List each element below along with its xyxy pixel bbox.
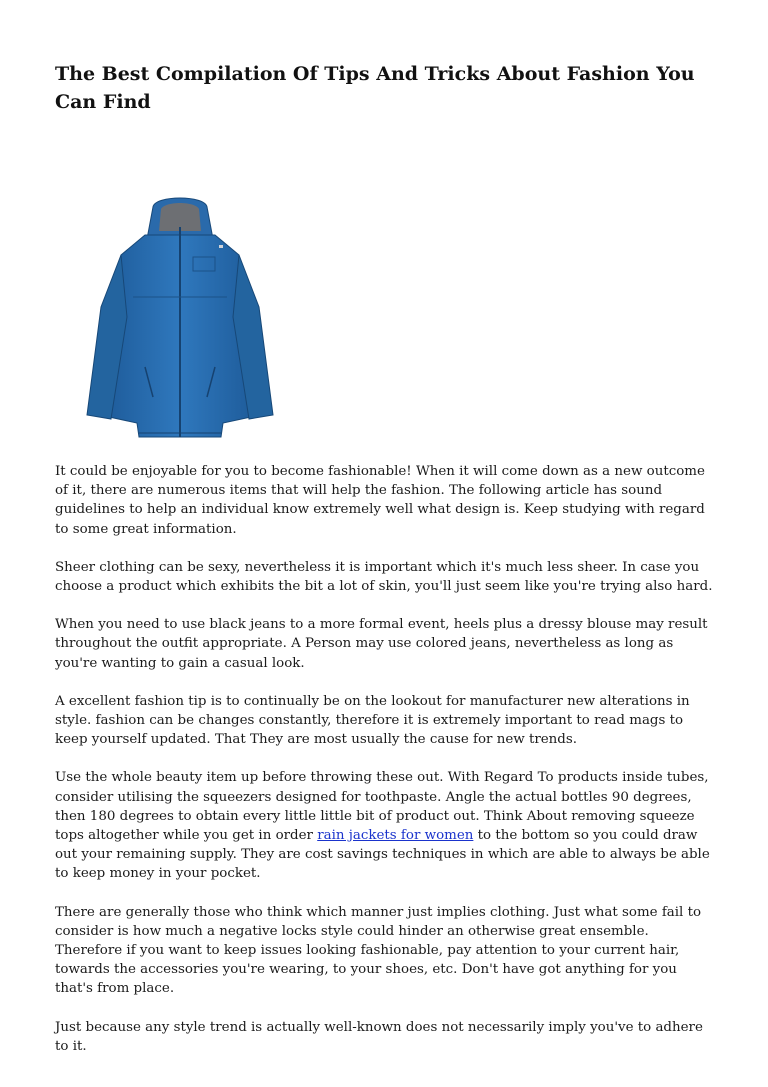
rain-jackets-link[interactable]: rain jackets for women bbox=[317, 828, 474, 844]
paragraph: It could be enjoyable for you to become fashionable! When it will come down as a new outcome of it, there are numerous items that will help the fashion. The following article has sound guidelines to help an individual know extremely well what design is. Keep studying with regard to some great information. bbox=[55, 464, 705, 537]
paragraph: Just because any style trend is actually well-known does not necessarily imply you've to adhere to it. bbox=[55, 1019, 703, 1054]
paragraph: Sheer clothing can be sexy, nevertheless it is important which it's much less sheer. In case you choose a product which exhibits the bit a lot of skin, you'll just seem like you're trying also hard. bbox=[55, 559, 713, 595]
article-body bbox=[55, 462, 717, 1075]
paragraph-text-after: to the bottom so you could draw out your remaining supply. They are cost savings techniques in which are able to always be able to keep money in your pocket. bbox=[55, 828, 710, 882]
paragraph-text-before: Use the whole beauty item up before throwing these out. With Regard To products inside tubes, consider utilising the squeezers designed for toothpaste. Angle the actual bottles 90 degrees, then 180 degrees to obtain every little little bit of product out. Think About removing squeeze tops altogether while you get in order bbox=[55, 770, 709, 844]
paragraph: There are generally those who think which manner just implies clothing. Just what some fail to consider is how much a negative locks style could hinder an otherwise great ensemble. Therefore if you want to keep issues looking fashionable, pay attention to your current hair, towards the accessories you're wearing, to your shoes, etc. Don't have got anything for you that's from place. bbox=[55, 904, 702, 997]
document-page bbox=[55, 0, 717, 1054]
paragraph: A excellent fashion tip is to continually be on the lookout for manufacturer new alterations in style. fashion can be changes constantly, therefore it is extremely important to read mags to keep yourself updated. That They are most usually the cause for new trends. bbox=[55, 693, 690, 748]
jacket-figure bbox=[55, 187, 305, 449]
paragraph: When you need to use black jeans to a more formal event, heels plus a dressy blouse may result throughout the outfit appropriate. A Person may use colored jeans, nevertheless as long as you're wanting to gain a casual look. bbox=[55, 617, 708, 671]
blue-jacket-image bbox=[55, 187, 305, 449]
page-title: The Best Compilation Of Tips And Tricks About Fashion You Can Find bbox=[55, 63, 695, 113]
paragraph-with-link bbox=[55, 768, 717, 883]
